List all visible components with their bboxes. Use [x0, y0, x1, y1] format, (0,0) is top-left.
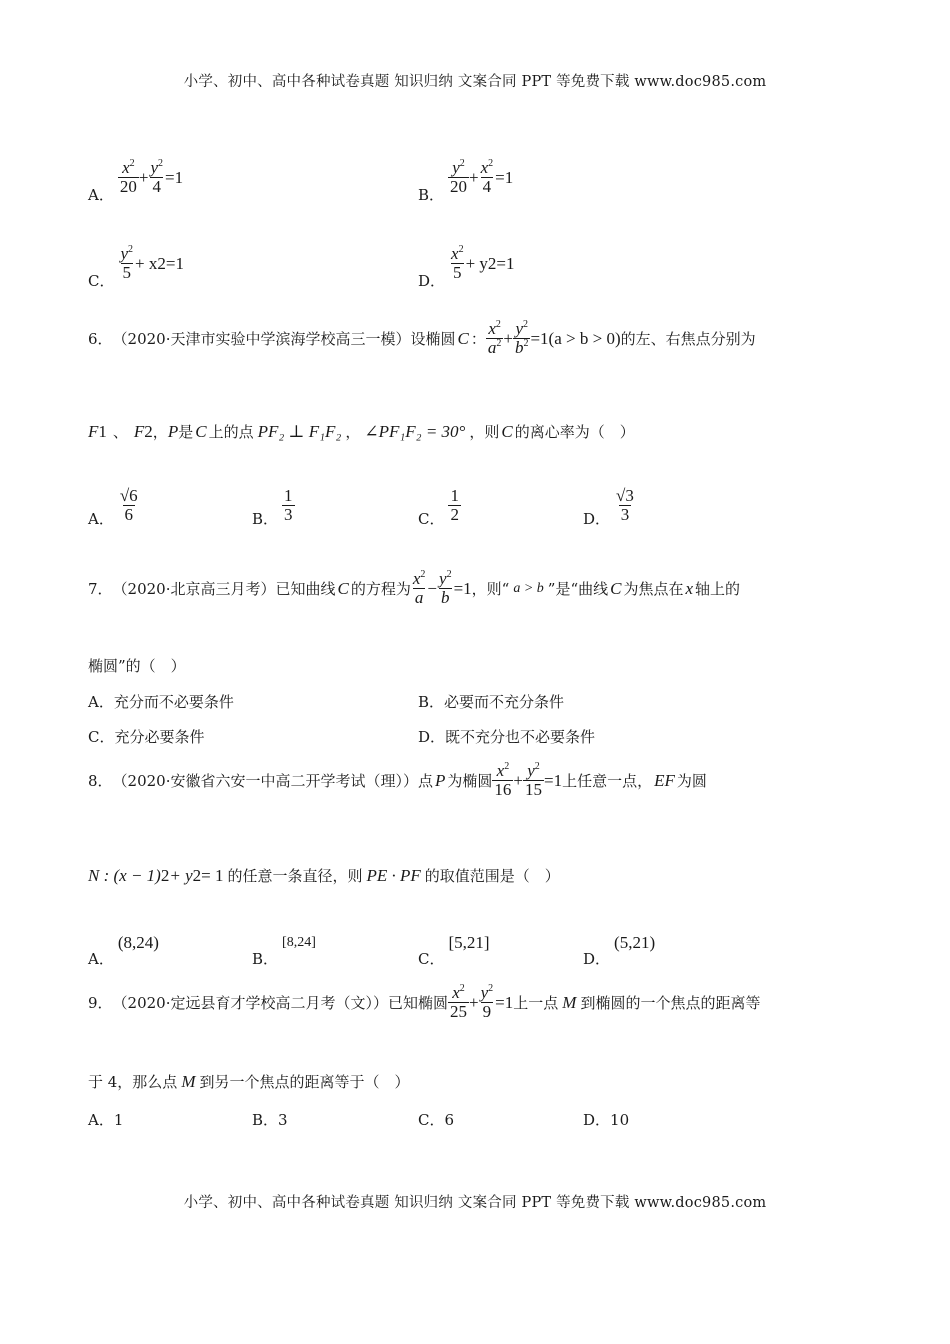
- option-c: C．6: [418, 1111, 455, 1129]
- option-b: B． $\frac{1}{3}$: [252, 486, 293, 528]
- option-a: A．1: [88, 1111, 124, 1129]
- question-7-line-2: 椭圆”的（ ）: [88, 657, 186, 675]
- question-6-line-1: 6． （2020·天津市实验中学滨海学校高三一模） 设椭圆 C ： $\frac{x^2}{a^2}$ + $\frac{y^2}{b^2}$ =1(a > b > 0) 的左、右焦点分别为: [88, 319, 756, 357]
- option-c: C． $\frac{1}{2}$: [418, 486, 459, 528]
- option-b: B． $\frac{y^2}{20}$ + $\frac{x^2}{4}$ =1: [418, 158, 514, 204]
- option-b: B．3: [252, 1111, 288, 1129]
- option-c: C．充分必要条件: [88, 728, 205, 746]
- option-d: D． (5,21): [583, 932, 656, 968]
- page-header: 小学、初中、高中各种试卷真题 知识归纳 文案合同 PPT 等免费下载 www.doc985.com: [183, 74, 767, 90]
- option-c: C． [5,21]: [418, 932, 490, 968]
- option-c: C． $\frac{y^2}{5}$ + x 2 =1: [88, 244, 184, 290]
- question-8-line-2: N : (x − 1) 2 + y 2 = 1 的任意一条直径，则 PE · PF 的取值范围是（ ）: [88, 866, 560, 885]
- option-a: A．充分而不必要条件: [88, 693, 234, 711]
- option-a: A． (8,24): [88, 932, 159, 968]
- question-9-line-2: 于 4，那么点 M 到另一个焦点的距离等于（ ）: [88, 1072, 410, 1091]
- option-a: A． $\frac{√6}{6}$: [88, 486, 138, 528]
- question-7-line-1: 7． （2020·北京高三月考） 已知曲线 C 的方程为 $\frac{x^2}{a}$ − $\frac{y^2}{b}$ =1 ，则“ a > b ”是“曲线 C 为焦点在 x 轴上的: [88, 569, 741, 607]
- page-footer: 小学、初中、高中各种试卷真题 知识归纳 文案合同 PPT 等免费下载 www.doc985.com: [183, 1195, 767, 1211]
- option-d: D．10: [583, 1111, 630, 1129]
- option-a: A． $\frac{x^2}{20}$ + $\frac{y^2}{4}$ =1: [88, 158, 184, 204]
- option-d: D． $\frac{√3}{3}$: [583, 486, 634, 528]
- option-d: D． $\frac{x^2}{5}$ + y 2 =1: [418, 244, 515, 290]
- question-8-line-1: 8． （2020·安徽省六安一中高二开学考试（理）） 点 P 为椭圆 $\frac{x^2}{16}$ + $\frac{y^2}{15}$ =1 上任意一点， EF 为圆: [88, 761, 707, 799]
- option-b: B．必要而不充分条件: [418, 693, 565, 711]
- option-d: D．既不充分也不必要条件: [418, 728, 596, 746]
- question-6-line-2: F 1 、 F 2 ， P 是 C 上的点 PF₂ ⊥ F₁F₂ ， ∠PF₁F₂ = 30° ，则 C 的离心率为（ ）: [88, 422, 635, 441]
- question-9-line-1: 9． （2020·定远县育才学校高二月考（文）） 已知椭圆 $\frac{x^2}{25}$ + $\frac{y^2}{9}$ =1 上一点 M 到椭圆的一个焦点的距离等: [88, 983, 761, 1021]
- option-b: B． [8,24]: [252, 934, 316, 968]
